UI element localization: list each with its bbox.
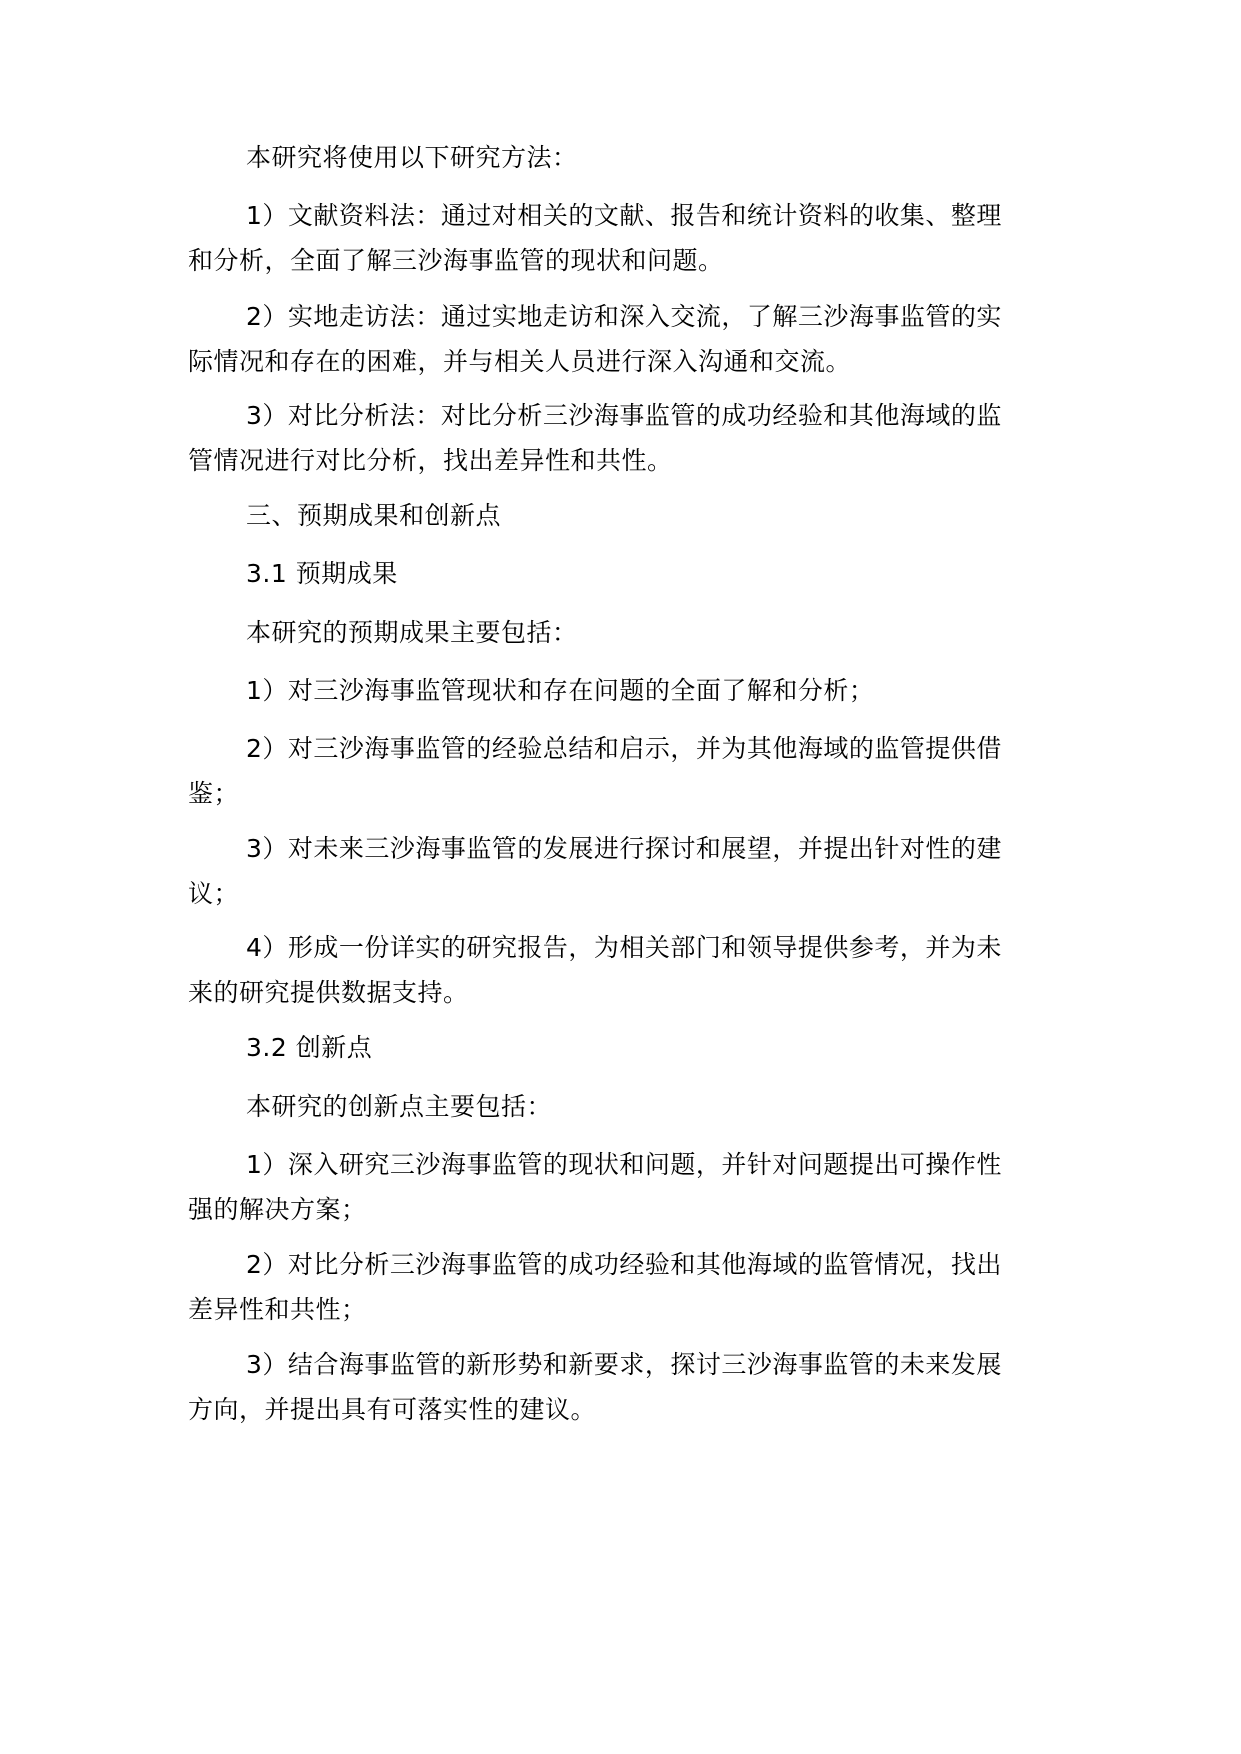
subsection-heading-3-1	[188, 551, 1054, 596]
paragraph-line: 际情况和存在的困难，并与相关人员进行深入沟通和交流。	[188, 347, 852, 376]
subsection-heading-text: 3.1 预期成果	[246, 559, 398, 588]
paragraph-line: 来的研究提供数据支持。	[188, 978, 469, 1007]
subsection-heading-text: 3.2 创新点	[246, 1033, 373, 1062]
paragraph-method-1	[188, 193, 1054, 283]
paragraph-outcomes-intro	[188, 610, 1054, 655]
paragraph-line: 4）形成一份详实的研究报告，为相关部门和领导提供参考，并为未	[246, 933, 1002, 962]
paragraph-outcome-1	[188, 668, 1054, 713]
paragraph-innovation-intro	[188, 1084, 1054, 1129]
section-heading-3	[188, 493, 1054, 538]
paragraph-line: 3）对比分析法：对比分析三沙海事监管的成功经验和其他海域的监	[246, 401, 1002, 430]
paragraph-line: 1）对三沙海事监管现状和存在问题的全面了解和分析；	[246, 676, 875, 705]
paragraph-line: 3）对未来三沙海事监管的发展进行探讨和展望，并提出针对性的建	[246, 834, 1002, 863]
subsection-heading-3-2	[188, 1025, 1054, 1070]
paragraph-line: 1）文献资料法：通过对相关的文献、报告和统计资料的收集、整理	[246, 201, 1002, 230]
paragraph-line: 2）对比分析三沙海事监管的成功经验和其他海域的监管情况，找出	[246, 1250, 1002, 1279]
paragraph-line: 本研究将使用以下研究方法：	[246, 143, 578, 172]
paragraph-methods-intro	[188, 135, 1054, 180]
paragraph-innovation-3	[188, 1342, 1054, 1432]
paragraph-line: 鉴；	[188, 779, 240, 808]
paragraph-line: 议；	[188, 879, 240, 908]
paragraph-line: 本研究的预期成果主要包括：	[246, 618, 578, 647]
paragraph-line: 强的解决方案；	[188, 1195, 367, 1224]
paragraph-innovation-1	[188, 1142, 1054, 1232]
section-heading-text: 三、预期成果和创新点	[246, 501, 502, 530]
paragraph-innovation-2	[188, 1242, 1054, 1332]
paragraph-method-3	[188, 393, 1054, 483]
paragraph-line: 管情况进行对比分析，找出差异性和共性。	[188, 446, 673, 475]
paragraph-line: 和分析，全面了解三沙海事监管的现状和问题。	[188, 246, 724, 275]
paragraph-outcome-4	[188, 925, 1054, 1015]
paragraph-line: 本研究的创新点主要包括：	[246, 1092, 553, 1121]
paragraph-line: 差异性和共性；	[188, 1295, 367, 1324]
paragraph-line: 1）深入研究三沙海事监管的现状和问题，并针对问题提出可操作性	[246, 1150, 1002, 1179]
paragraph-outcome-2	[188, 726, 1054, 816]
paragraph-line: 方向，并提出具有可落实性的建议。	[188, 1395, 597, 1424]
paragraph-outcome-3	[188, 826, 1054, 916]
paragraph-line: 2）对三沙海事监管的经验总结和启示，并为其他海域的监管提供借	[246, 734, 1002, 763]
paragraph-line: 2）实地走访法：通过实地走访和深入交流，了解三沙海事监管的实	[246, 302, 1002, 331]
paragraph-line: 3）结合海事监管的新形势和新要求，探讨三沙海事监管的未来发展	[246, 1350, 1002, 1379]
paragraph-method-2	[188, 294, 1054, 384]
